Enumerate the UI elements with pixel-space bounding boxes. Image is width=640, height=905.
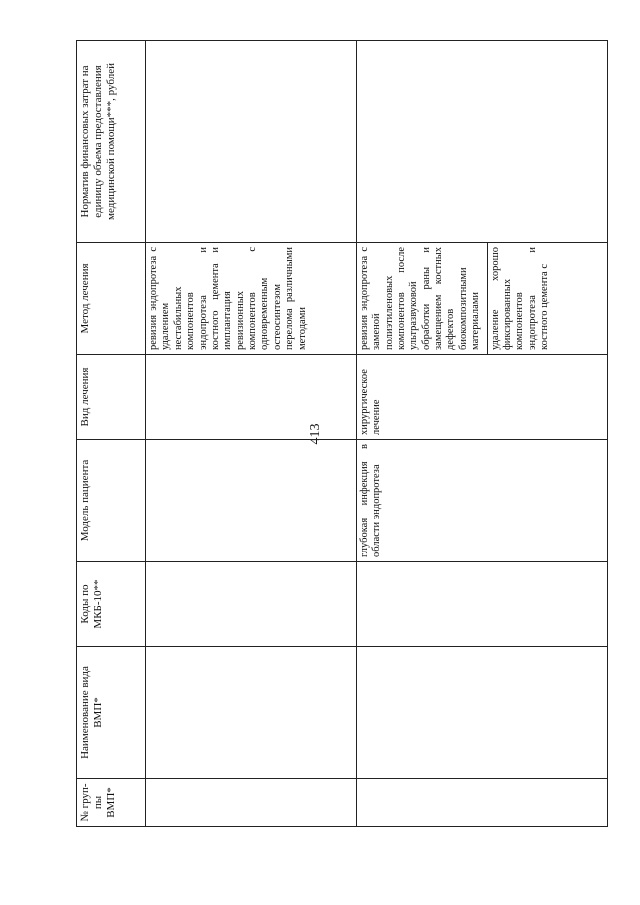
cell-patient-model [146, 440, 357, 562]
cell-vmp-type [356, 647, 607, 779]
rotated-table-container [76, 41, 608, 827]
treatment-table [76, 40, 608, 827]
table-header-row [77, 41, 146, 827]
header-vmp-type: Наименование вида ВМП* [77, 647, 146, 779]
cell-group-number [356, 779, 607, 827]
cell-vmp-type [146, 647, 357, 779]
method-removal-text: удаление хорошо фиксированных компонентов эндопротеза и костного цемента с [487, 243, 552, 354]
header-treatment-method: Метод лечения [77, 243, 146, 355]
header-group-number: № груп-пы ВМП* [77, 779, 146, 827]
cell-method: ревизия эндопротеза с удалением нестабильных компонентов эндопротеза и костного цемента и имплантация ревизионных компонентов с одновременным остеосинтезом перелома различными методами [146, 243, 357, 355]
method-revision-text: ревизия эндопротеза с заменой полиэтиленовых компонентов после ультразвуковой обработки раны и замещением костных дефектов биокомпозитными материалами [358, 247, 482, 350]
header-cost-norm: Норматив финансовых затрат на единицу объема предоставления медицинской помощи***, рублей [77, 41, 146, 243]
cell-cost [356, 41, 607, 243]
table-row [146, 41, 357, 827]
header-treatment-type: Вид лечения [77, 355, 146, 440]
cell-group-number [146, 779, 357, 827]
cell-mkb-codes [356, 562, 607, 647]
cell-method-group [356, 243, 607, 355]
page-number: 413 [308, 423, 323, 445]
cell-cost [146, 41, 357, 243]
cell-patient-model: глубокая инфекция в области эндопротеза [356, 440, 607, 562]
cell-treatment-type: хирургическое лечение [356, 355, 607, 440]
header-patient-model: Модель пациента [77, 440, 146, 562]
header-mkb-codes: Коды по МКБ-10** [77, 562, 146, 647]
table-row [356, 41, 607, 827]
cell-treatment-type [146, 355, 357, 440]
cell-mkb-codes [146, 562, 357, 647]
